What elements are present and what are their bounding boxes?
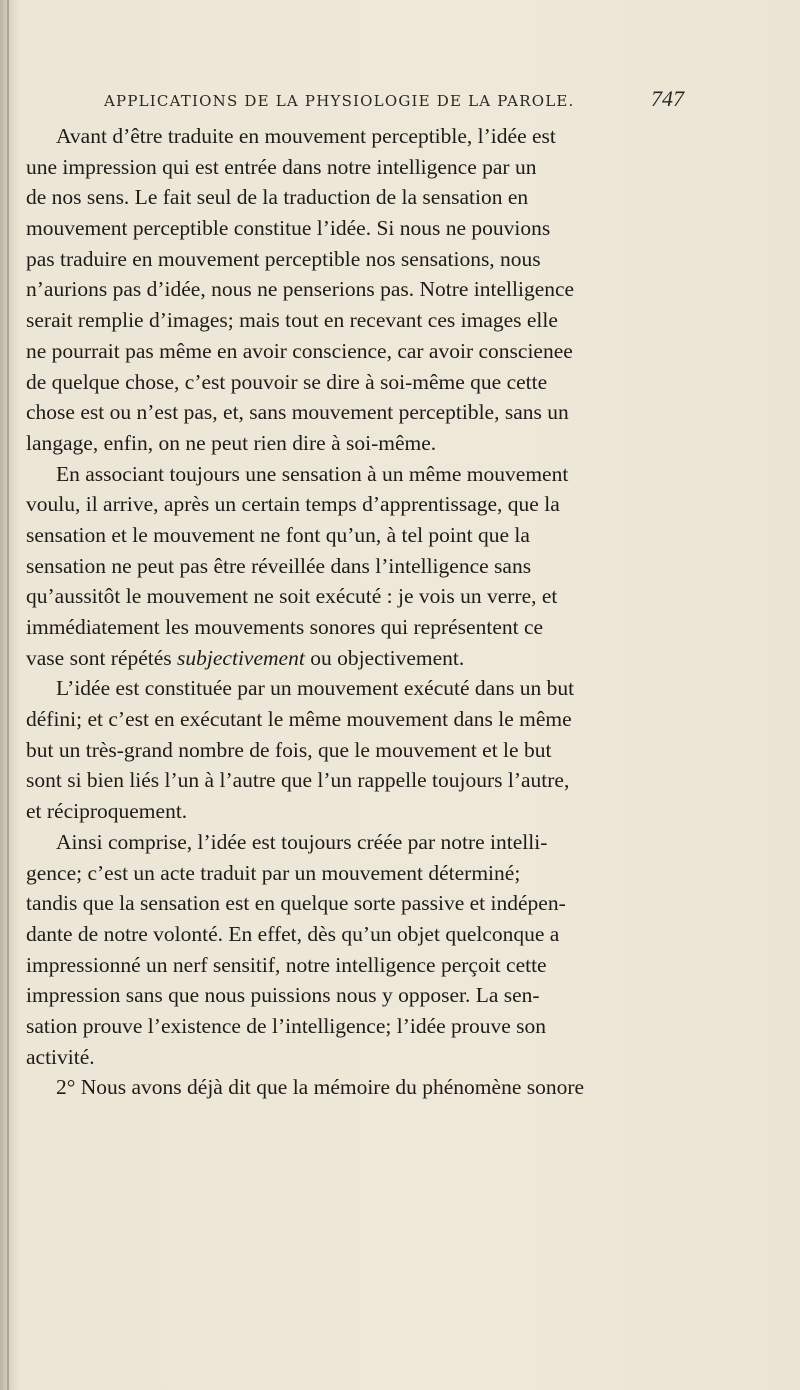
text-line: chose est ou n’est pas, et, sans mouvement perceptible, sans un [26,400,569,425]
page-number: 747 [651,86,684,111]
text-line: but un très-grand nombre de fois, que le mouvement et le but [26,737,552,762]
text-line: gence; c’est un acte traduit par un mouvement déterminé; [26,860,521,885]
text-line: une impression qui est entrée dans notre intelligence par un [26,154,537,179]
text-line: ne pourrait pas même en avoir conscience, car avoir conscienee [26,338,573,363]
text-line: activité. [26,1044,95,1069]
text-line: de nos sens. Le fait seul de la traduction de la sensation en [26,185,529,210]
text-line: sont si bien liés l’un à l’autre que l’un rappelle toujours l’autre, [26,768,570,793]
text-line-mixed [26,643,786,674]
binding-gutter [7,0,9,1390]
text-line: de quelque chose, c’est pouvoir se dire à soi-même que cette [26,369,548,394]
text-line: tandis que la sensation est en quelque sorte passive et indépen- [26,891,566,916]
text-line: sation prouve l’existence de l’intelligence; l’idée prouve son [26,1013,546,1038]
text-segment: ou objectivement. [304,645,465,670]
text-line: n’aurions pas d’idée, nous ne penserions pas. Notre intelligence [26,277,575,302]
text-line: langage, enfin, on ne peut rien dire à soi-même. [26,430,437,455]
page-header [86,86,686,116]
text-line: mouvement perceptible constitue l’idée. Si nous ne pouvions [26,216,551,241]
text-line: qu’aussitôt le mouvement ne soit exécuté : je vois un verre, et [26,584,558,609]
running-title: APPLICATIONS DE LA PHYSIOLOGIE DE LA PAROLE. [104,92,575,110]
text-line: serait remplie d’images; mais tout en recevant ces images elle [26,308,558,333]
text-line: voulu, il arrive, après un certain temps d’apprentissage, que la [26,492,560,517]
text-line: et réciproquement. [26,799,188,824]
text-line: impressionné un nerf sensitif, notre intelligence perçoit cette [26,952,547,977]
text-line: En associant toujours une sensation à un même mouvement [56,461,569,486]
text-line: impression sans que nous puissions nous y opposer. La sen- [26,983,540,1008]
body-text [26,121,786,1103]
text-line: pas traduire en mouvement perceptible nos sensations, nous [26,246,541,271]
text-segment: vase sont répétés [26,645,178,670]
text-line: sensation ne peut pas être réveillée dans l’intelligence sans [26,553,532,578]
text-line: 2° Nous avons déjà dit que la mémoire du phénomène sonore [56,1075,585,1100]
text-line: défini; et c’est en exécutant le même mouvement dans le même [26,707,572,732]
text-line: Avant d’être traduite en mouvement perceptible, l’idée est [56,124,556,148]
text-line: Ainsi comprise, l’idée est toujours créée par notre intelli- [56,829,548,854]
text-line: immédiatement les mouvements sonores qui représentent ce [26,615,544,639]
italic-word: subjectivement [177,645,305,670]
text-line: dante de notre volonté. En effet, dès qu’un objet quelconque a [26,921,560,946]
text-line: sensation et le mouvement ne font qu’un, à tel point que la [26,522,530,547]
text-line: L’idée est constituée par un mouvement exécuté dans un but [56,676,575,701]
